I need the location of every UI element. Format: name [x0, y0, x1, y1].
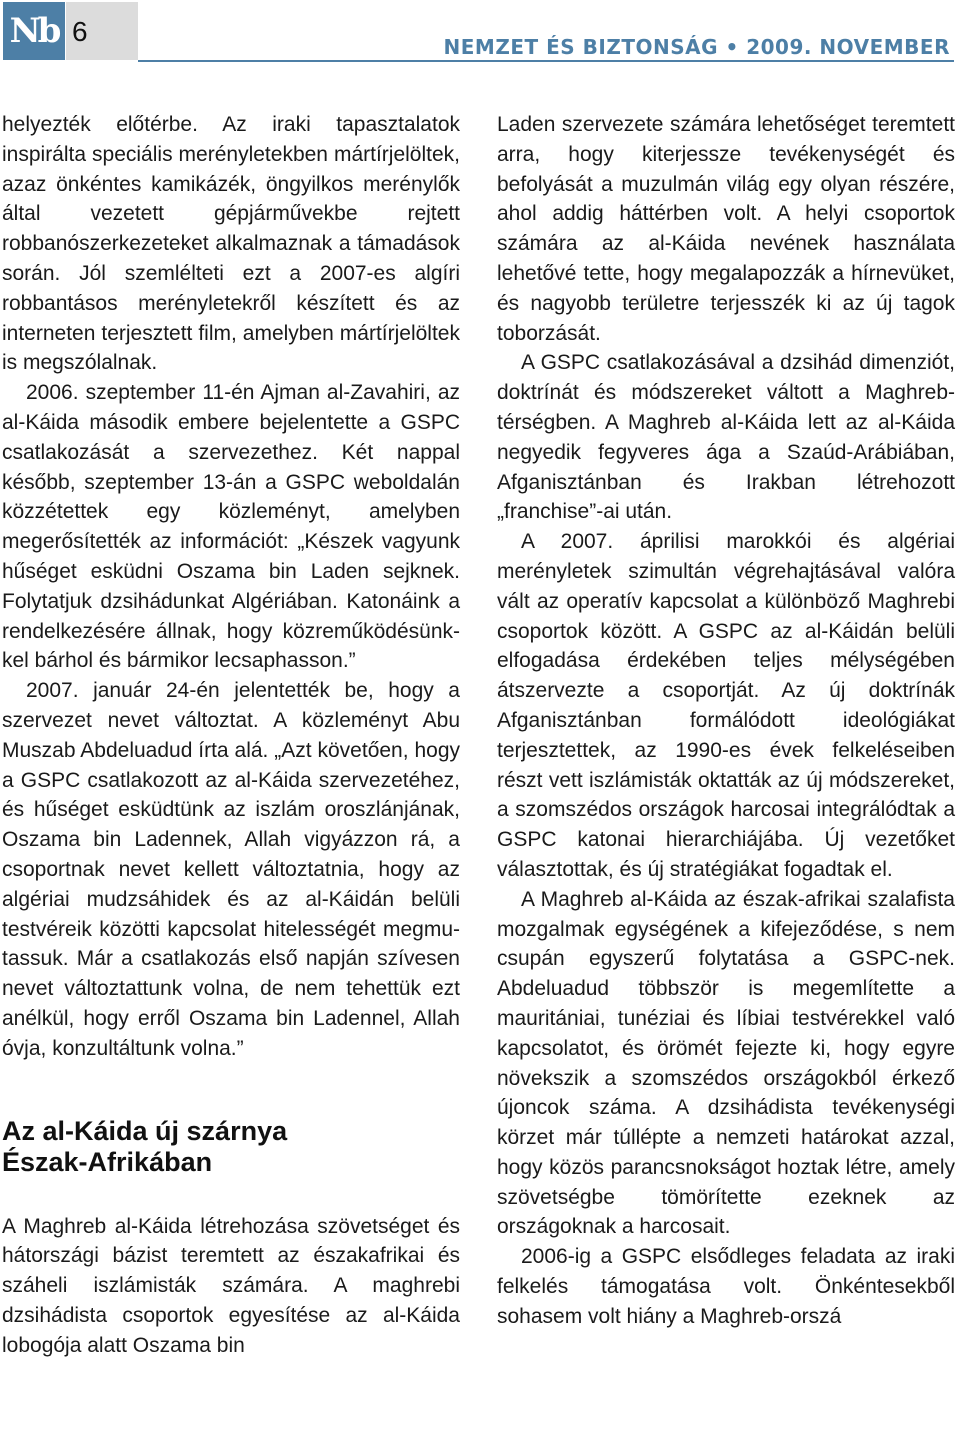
page-header — [0, 0, 960, 64]
paragraph: A 2007. áprilisi marokkói és algériai merényletek szimultán végrehajtásával valóra vált az operatív kapcsolat a különböző Maghrebi csoportok között. A GSPC az al-Káidán belüli elfogadása érdekében teljes mélységében átszervezte a csoportját. Az új doktrínák Afganisztánban formálódott ideológiákat terjesztettek, az 1990-es évek felkeléseiben részt vett iszlámisták oktatták az új módszereket, a szomszédos országok harcosai integrálódtak a GSPC katonai hierarchiájába. Új vezetőket választottak, és új stratégiákat fogadtak el. — [497, 530, 955, 881]
section-heading-line: Észak-Afrikában — [2, 1146, 213, 1177]
paragraph: 2006-ig a GSPC elsődleges feladata az iraki felkelés támogatása volt. Önkéntesekből sohasem volt hiány a Maghreb-orszá — [497, 1245, 955, 1328]
right-column — [497, 110, 955, 1332]
paragraph: 2006. szeptember 11-én Ajman al-Zavahiri, az al-Káida második embere bejelentette a GSPC csatlakozását a szervezethez. Két nappal később, szeptember 13-án a GSPC weboldalán közzétettek egy közleményt, amelyben megerősítették az információt: „Készek vagyunk hűséget esküdni Oszama bin Laden sejknek. Folytatjuk dzsihádunkat Algériában. Katonáink a rendelkezésére állnak, hogy közreműködésünkkel bárhol és bármikor lecsaphasson.” — [2, 381, 460, 673]
journal-logo — [3, 2, 65, 60]
paragraph: A Maghreb al-Káida az észak-afrikai szalafista mozgalmak egységének a kifejeződése, s nem csupán egyszerű folytatása a GSPC-nek. Abdeluadud többször is megemlítette a mauritániai, tunéziai és líbiai testvérekkel való kapcsolatot, és örömét fejezte ki, hogy egyre növekszik a szomszédos országokból érkező újoncok száma. A dzsihádista tevékenységi körzet már túllépte a nemzeti határokat azzal, hogy közös parancsnokságot hoztak létre, amely szövetségbe tömörítette ezeknek az országoknak a harcosait. — [497, 887, 955, 1239]
paragraph: A Maghreb al-Káida létrehozása szövetséget és hátországi bázist teremtett az északafrikai és száheli iszlámisták számára. A maghrebi dzsihádista csoportok egyesítése az al-Káida lobogója alatt Oszama bin — [2, 1214, 460, 1357]
paragraph: 2007. január 24-én jelentették be, hogy a szervezet nevet változtat. A közleményt Abu Muszab Abdeluadud írta alá. „Azt követően, hogy a GSPC csatlakozott az al-Káida szervezetéhez, és hűséget esküdtünk az iszlám oroszlánjának, Oszama bin Ladennek, Allah vigyázzon rá, a csoportnak nevet kellett változtatnia, hogy az algériai mudzsáhidek és az al-Káidán belüli testvéreik közötti kapcsolat hitelességét megmutassuk. Már a csatlakozás első napján szívesen nevet változtattunk volna, de nem tehettük ezt anélkül, hogy erről Oszama bin Ladennel, Allah óvja, konzultáltunk volna.” — [2, 679, 460, 1060]
section-heading — [2, 1116, 460, 1178]
logo-text: Nb — [9, 11, 59, 51]
paragraph: Laden szervezete számára lehetőséget teremtett arra, hogy kiterjessze tevékenységét és befolyását a muzulmán világ egy olyan részére, ahol addig háttérben volt. A helyi csoportok számára az al-Káida nevének használata lehetővé tette, hogy megalapozzák a hírnevüket, és nagyobb területre terjesszék ki az új tagok toborzását. — [497, 113, 955, 345]
paragraph: A GSPC csatlakozásával a dzsihád dimenziót, doktrínát és módszereket váltott a Maghreb-térségben. A Maghreb al-Káida lett az al-Káida negyedik fegyveres ága a Szaúd-Arábiában, Afganisztánban és Irakban létrehozott „franchise”-ai után. — [497, 351, 955, 524]
section-heading-line: Az al-Káida új szárnya — [2, 1115, 288, 1146]
page-number: 6 — [72, 16, 88, 47]
header-rule — [138, 60, 954, 62]
left-column — [2, 110, 460, 1360]
page-number-box — [66, 2, 138, 60]
journal-title: NEMZET ÉS BIZTONSÁG • 2009. NOVEMBER — [443, 35, 950, 59]
paragraph: helyezték előtérbe. Az iraki tapasztalatok inspirálta speciális merényletekben mártírjelöltek, azaz önkéntes kamikázék, öngyilkos merénylők által vezetett gépjárművekbe rejtett robbanószerkezeteket alkalmaznak a támadások során. Jól szemlélteti ezt a 2007-es algíri robbantásos merényletekről készített és az interneten terjesztett film, amelyben mártírjelöltek is megszólalnak. — [2, 113, 460, 375]
